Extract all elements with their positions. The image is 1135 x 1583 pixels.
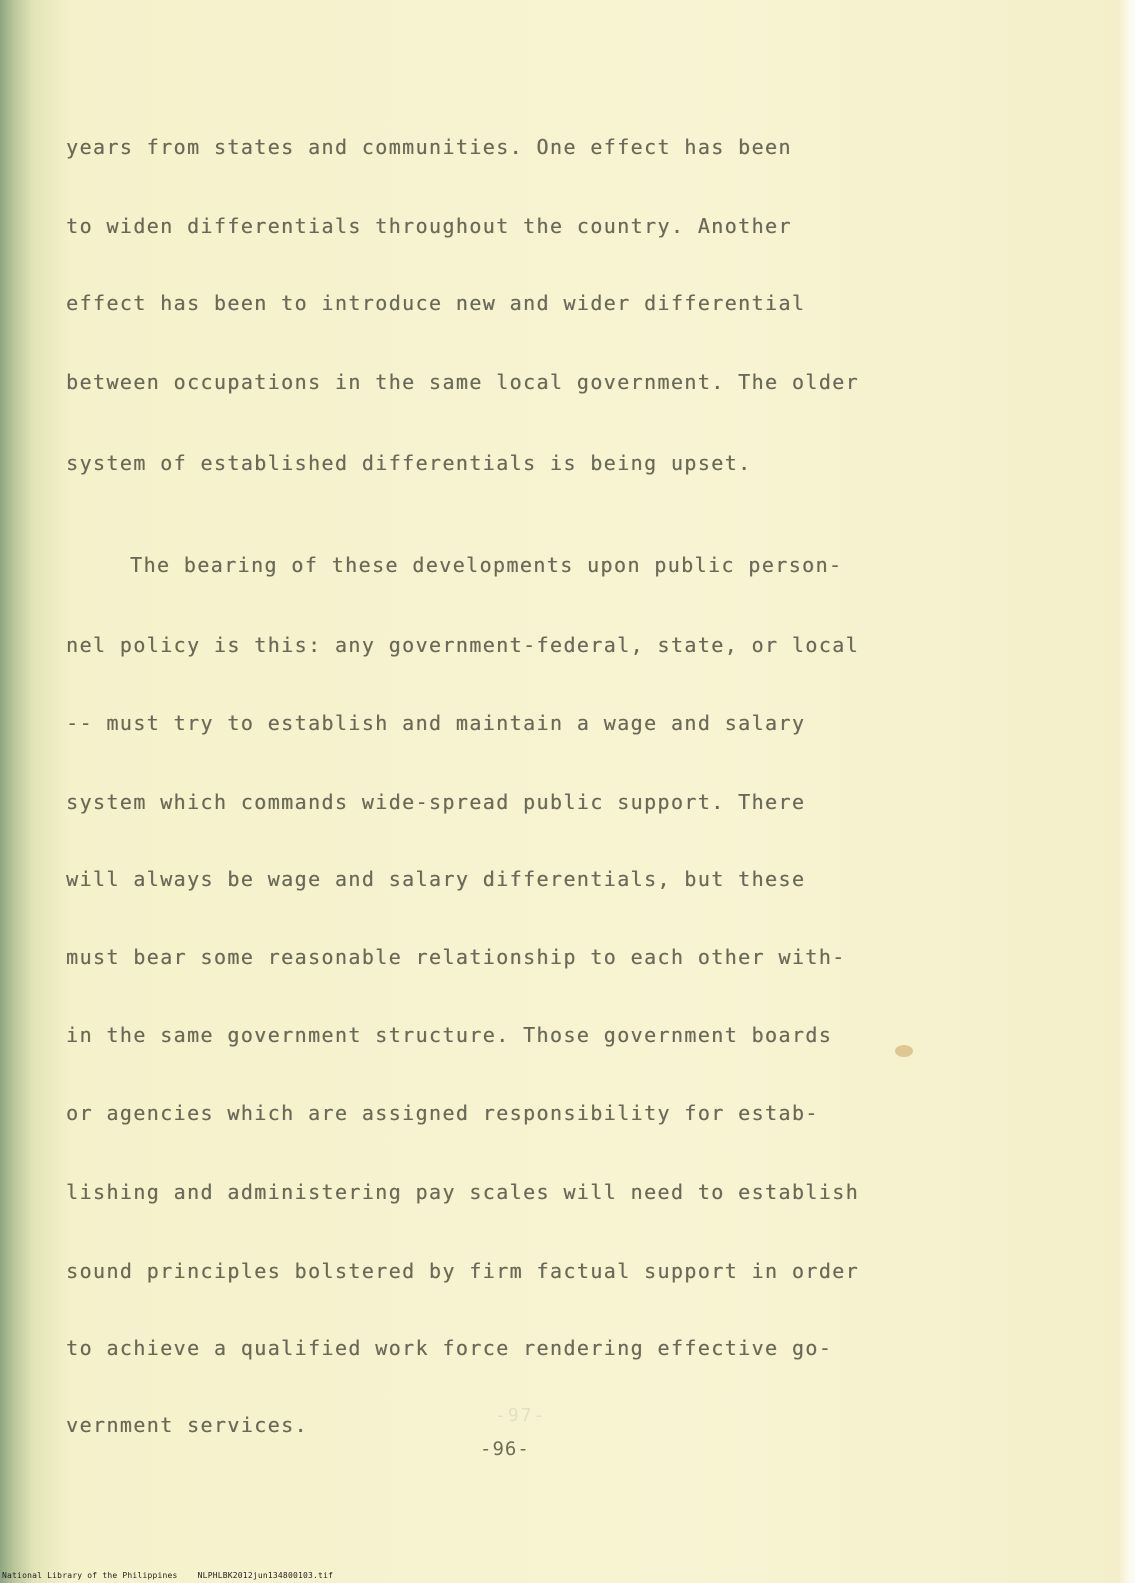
ghost-page-number: -97- bbox=[495, 1405, 547, 1426]
body-line: to widen differentials throughout the country. Another bbox=[66, 214, 792, 238]
page-number: -96- bbox=[480, 1438, 530, 1460]
paragraph-start-line: The bearing of these developments upon public person- bbox=[130, 553, 843, 577]
body-line: sound principles bolstered by firm factual support in order bbox=[66, 1259, 860, 1283]
body-line: in the same government structure. Those government boards bbox=[66, 1023, 833, 1047]
body-line: system which commands wide-spread public support. There bbox=[66, 790, 806, 814]
footer-file-id: NLPHLBK2012jun134800103.tif bbox=[197, 1571, 334, 1580]
body-line: to achieve a qualified work force rendering effective go- bbox=[66, 1336, 833, 1360]
body-line: lishing and administering pay scales will need to establish bbox=[66, 1180, 860, 1204]
paper-stain bbox=[895, 1045, 913, 1057]
body-line: nel policy is this: any government-federal, state, or local bbox=[66, 633, 860, 657]
body-line: vernment services. bbox=[66, 1413, 308, 1437]
body-line: must bear some reasonable relationship to each other with- bbox=[66, 945, 846, 969]
scan-footer bbox=[2, 1571, 333, 1580]
footer-library: National Library of the Philippines bbox=[2, 1571, 178, 1580]
body-line: will always be wage and salary differentials, but these bbox=[66, 867, 806, 891]
body-line: effect has been to introduce new and wider differential bbox=[66, 291, 806, 315]
body-line: between occupations in the same local government. The older bbox=[66, 370, 860, 394]
body-line: -- must try to establish and maintain a wage and salary bbox=[66, 711, 806, 735]
body-line: system of established differentials is being upset. bbox=[66, 451, 752, 475]
body-line: years from states and communities. One effect has been bbox=[66, 135, 792, 159]
body-line: or agencies which are assigned responsibility for estab- bbox=[66, 1101, 819, 1125]
